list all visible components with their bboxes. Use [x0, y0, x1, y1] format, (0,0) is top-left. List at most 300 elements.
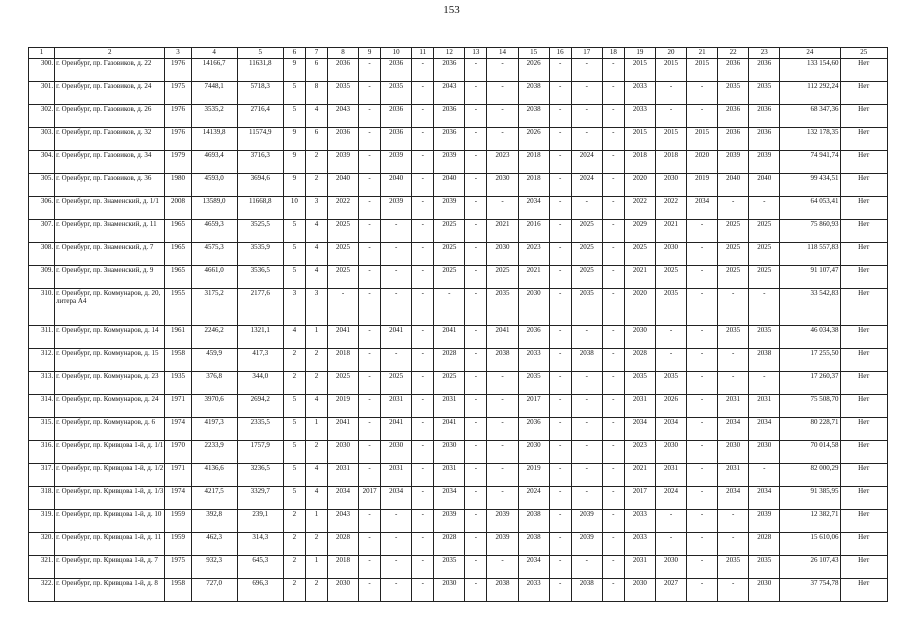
- table-cell: -: [412, 441, 434, 464]
- table-cell: 2036: [749, 128, 780, 151]
- table-row: [29, 418, 888, 441]
- table-cell: 2015: [655, 59, 686, 82]
- table-cell: -: [487, 197, 518, 220]
- table-cell: -: [412, 243, 434, 266]
- table-cell: -: [549, 326, 571, 349]
- table-cell: 1958: [165, 349, 191, 372]
- table-cell: -: [487, 82, 518, 105]
- table-cell: 2036: [749, 59, 780, 82]
- column-number-cell: 22: [718, 48, 749, 59]
- table-cell: 2025: [327, 372, 358, 395]
- table-cell: 2233,9: [191, 441, 237, 464]
- table-cell: 1: [305, 510, 327, 533]
- table-cell: 2031: [718, 464, 749, 487]
- table-cell: -: [487, 59, 518, 82]
- table-cell: 2025: [571, 266, 602, 289]
- table-cell: 417,3: [237, 349, 283, 372]
- table-cell: 2031: [434, 395, 465, 418]
- table-cell: -: [412, 151, 434, 174]
- table-cell: -: [381, 556, 412, 579]
- row-index-cell: 305.: [29, 174, 55, 197]
- table-cell: Нет: [840, 556, 887, 579]
- table-cell: 1965: [165, 266, 191, 289]
- table-cell: -: [359, 128, 381, 151]
- address-cell: г. Оренбург, пр. Кривцова 1-й, д. 1/1: [55, 441, 165, 464]
- table-cell: -: [465, 59, 487, 82]
- table-cell: 6: [305, 59, 327, 82]
- table-cell: 2024: [571, 174, 602, 197]
- table-cell: 1965: [165, 243, 191, 266]
- address-cell: г. Оренбург, пр. Газовиков, д. 36: [55, 174, 165, 197]
- table-cell: 1321,1: [237, 326, 283, 349]
- table-cell: 4: [305, 220, 327, 243]
- table-cell: 2034: [718, 487, 749, 510]
- table-cell: 2026: [655, 395, 686, 418]
- table-cell: 2021: [624, 266, 655, 289]
- row-index-cell: 312.: [29, 349, 55, 372]
- table-cell: 2: [305, 441, 327, 464]
- table-cell: 2039: [434, 510, 465, 533]
- table-cell: 80 228,71: [780, 418, 840, 441]
- table-cell: Нет: [840, 349, 887, 372]
- table-cell: -: [412, 174, 434, 197]
- table-cell: 2030: [327, 441, 358, 464]
- table-cell: 2019: [518, 464, 549, 487]
- table-cell: 5: [283, 105, 305, 128]
- table-cell: 1935: [165, 372, 191, 395]
- table-cell: 2: [283, 579, 305, 602]
- table-cell: 2025: [434, 220, 465, 243]
- table-cell: 2025: [327, 266, 358, 289]
- table-cell: 5: [283, 487, 305, 510]
- table-cell: 3: [305, 197, 327, 220]
- address-cell: г. Оренбург, пр. Коммунаров, д. 15: [55, 349, 165, 372]
- table-cell: 11631,8: [237, 59, 283, 82]
- table-cell: -: [549, 556, 571, 579]
- table-cell: -: [571, 418, 602, 441]
- table-cell: -: [465, 266, 487, 289]
- table-cell: -: [655, 533, 686, 556]
- table-cell: 75 508,70: [780, 395, 840, 418]
- table-cell: 2034: [327, 487, 358, 510]
- table-cell: 2: [305, 533, 327, 556]
- table-cell: -: [465, 487, 487, 510]
- table-cell: -: [571, 395, 602, 418]
- table-cell: 12 382,71: [780, 510, 840, 533]
- table-cell: -: [412, 220, 434, 243]
- table-cell: -: [655, 82, 686, 105]
- table-cell: 2015: [687, 128, 718, 151]
- table-cell: 4575,3: [191, 243, 237, 266]
- table-cell: 2038: [487, 349, 518, 372]
- table-cell: 2041: [327, 326, 358, 349]
- table-cell: -: [571, 197, 602, 220]
- table-cell: 2039: [749, 151, 780, 174]
- table-cell: -: [602, 349, 624, 372]
- row-index-cell: 311.: [29, 326, 55, 349]
- table-cell: 2039: [571, 533, 602, 556]
- table-cell: 2030: [518, 289, 549, 326]
- address-cell: г. Оренбург, пр. Коммунаров, д. 14: [55, 326, 165, 349]
- table-cell: 2039: [381, 197, 412, 220]
- table-cell: 2335,5: [237, 418, 283, 441]
- table-cell: -: [412, 464, 434, 487]
- table-cell: -: [687, 289, 718, 326]
- table-cell: 91 385,95: [780, 487, 840, 510]
- table-cell: -: [602, 556, 624, 579]
- table-row: [29, 151, 888, 174]
- column-number-cell: 7: [305, 48, 327, 59]
- table-cell: 37 754,78: [780, 579, 840, 602]
- table-cell: 2033: [624, 533, 655, 556]
- table-cell: Нет: [840, 395, 887, 418]
- table-cell: 2035: [624, 372, 655, 395]
- table-cell: 2021: [518, 266, 549, 289]
- table-cell: 2030: [749, 579, 780, 602]
- table-cell: -: [549, 105, 571, 128]
- table-cell: 2023: [518, 243, 549, 266]
- table-cell: 1974: [165, 418, 191, 441]
- table-cell: 2026: [518, 128, 549, 151]
- column-number-cell: 11: [412, 48, 434, 59]
- table-cell: -: [465, 349, 487, 372]
- table-cell: -: [487, 418, 518, 441]
- table-cell: 344,0: [237, 372, 283, 395]
- table-cell: 133 154,60: [780, 59, 840, 82]
- table-cell: -: [602, 220, 624, 243]
- table-cell: 2025: [434, 372, 465, 395]
- table-cell: 2017: [624, 487, 655, 510]
- table-cell: 2: [283, 372, 305, 395]
- table-body: [29, 59, 888, 602]
- table-cell: -: [602, 579, 624, 602]
- table-cell: 2034: [381, 487, 412, 510]
- table-cell: 2031: [327, 464, 358, 487]
- table-cell: 1976: [165, 128, 191, 151]
- table-cell: 2036: [327, 128, 358, 151]
- table-cell: -: [687, 441, 718, 464]
- table-cell: -: [718, 533, 749, 556]
- table-cell: -: [359, 326, 381, 349]
- table-cell: 2036: [718, 128, 749, 151]
- table-cell: -: [359, 533, 381, 556]
- table-row: [29, 82, 888, 105]
- table-row: [29, 579, 888, 602]
- table-cell: 727,0: [191, 579, 237, 602]
- table-cell: -: [602, 395, 624, 418]
- table-cell: -: [465, 441, 487, 464]
- table-cell: 2028: [434, 533, 465, 556]
- table-cell: -: [412, 395, 434, 418]
- table-cell: 2: [283, 533, 305, 556]
- table-cell: 2694,2: [237, 395, 283, 418]
- table-cell: -: [571, 59, 602, 82]
- table-cell: Нет: [840, 128, 887, 151]
- table-cell: -: [687, 487, 718, 510]
- table-cell: -: [571, 441, 602, 464]
- table-cell: 9: [283, 128, 305, 151]
- table-cell: 2021: [624, 464, 655, 487]
- table-cell: -: [487, 105, 518, 128]
- address-cell: г. Оренбург, пр. Кривцова 1-й, д. 1/3: [55, 487, 165, 510]
- table-row: [29, 510, 888, 533]
- table-cell: -: [749, 372, 780, 395]
- table-cell: Нет: [840, 174, 887, 197]
- table-cell: -: [465, 174, 487, 197]
- table-cell: 2031: [624, 395, 655, 418]
- table-cell: 2025: [655, 266, 686, 289]
- row-index-cell: 310.: [29, 289, 55, 326]
- table-row: [29, 349, 888, 372]
- table-cell: 2033: [518, 349, 549, 372]
- table-cell: 1971: [165, 464, 191, 487]
- table-cell: 2038: [518, 533, 549, 556]
- table-cell: 2018: [655, 151, 686, 174]
- table-cell: -: [571, 128, 602, 151]
- table-cell: 2028: [749, 533, 780, 556]
- column-number-cell: 19: [624, 48, 655, 59]
- table-cell: -: [549, 349, 571, 372]
- address-cell: г. Оренбург, пр. Знаменский, д. 1/1: [55, 197, 165, 220]
- table-cell: 2030: [655, 243, 686, 266]
- table-cell: 4197,3: [191, 418, 237, 441]
- table-cell: -: [359, 220, 381, 243]
- table-cell: 2022: [327, 197, 358, 220]
- table-cell: 2039: [571, 510, 602, 533]
- table-cell: -: [412, 418, 434, 441]
- table-cell: -: [549, 197, 571, 220]
- table-cell: -: [381, 533, 412, 556]
- table-cell: 2036: [434, 128, 465, 151]
- row-index-cell: 313.: [29, 372, 55, 395]
- column-number-cell: 25: [840, 48, 887, 59]
- table-cell: 5718,3: [237, 82, 283, 105]
- address-cell: г. Оренбург, пр. Кривцова 1-й, д. 11: [55, 533, 165, 556]
- table-cell: 2035: [718, 326, 749, 349]
- table-cell: -: [465, 151, 487, 174]
- table-row: [29, 128, 888, 151]
- table-cell: 1979: [165, 151, 191, 174]
- table-cell: 2033: [624, 82, 655, 105]
- table-cell: 2036: [434, 105, 465, 128]
- table-cell: 2018: [624, 151, 655, 174]
- table-cell: 4661,0: [191, 266, 237, 289]
- table-cell: 2036: [381, 59, 412, 82]
- table-cell: 2038: [749, 349, 780, 372]
- address-cell: г. Оренбург, пр. Кривцова 1-й, д. 10: [55, 510, 165, 533]
- table-cell: -: [602, 441, 624, 464]
- table-cell: 2030: [381, 441, 412, 464]
- table-cell: 2035: [749, 326, 780, 349]
- table-cell: 2033: [624, 510, 655, 533]
- table-cell: 4: [305, 395, 327, 418]
- table-cell: -: [465, 418, 487, 441]
- table-cell: -: [549, 266, 571, 289]
- table-cell: 1976: [165, 59, 191, 82]
- table-cell: 75 860,93: [780, 220, 840, 243]
- table-row: [29, 487, 888, 510]
- table-cell: 2031: [381, 395, 412, 418]
- table-cell: -: [412, 105, 434, 128]
- table-cell: -: [381, 349, 412, 372]
- table-cell: 3970,6: [191, 395, 237, 418]
- table-cell: -: [602, 533, 624, 556]
- table-cell: 1959: [165, 510, 191, 533]
- table-cell: 2025: [749, 243, 780, 266]
- page-number: 153: [443, 4, 460, 16]
- table-cell: 118 557,83: [780, 243, 840, 266]
- table-cell: -: [549, 151, 571, 174]
- table-cell: 2035: [655, 372, 686, 395]
- table-row: [29, 105, 888, 128]
- table-cell: -: [749, 289, 780, 326]
- table-cell: 2024: [655, 487, 686, 510]
- table-cell: 2036: [518, 326, 549, 349]
- table-row: [29, 220, 888, 243]
- table-cell: 2035: [749, 82, 780, 105]
- table-cell: 2036: [749, 105, 780, 128]
- table-cell: 2035: [327, 82, 358, 105]
- table-cell: 2028: [434, 349, 465, 372]
- column-number-cell: 18: [602, 48, 624, 59]
- table-cell: -: [465, 533, 487, 556]
- table-cell: -: [602, 59, 624, 82]
- table-cell: -: [359, 266, 381, 289]
- table-cell: -: [359, 556, 381, 579]
- table-cell: 2033: [624, 105, 655, 128]
- table-cell: 5: [283, 464, 305, 487]
- table-cell: 4: [305, 105, 327, 128]
- table-cell: -: [412, 487, 434, 510]
- table-cell: -: [549, 395, 571, 418]
- table-cell: 46 034,38: [780, 326, 840, 349]
- table-cell: 2018: [327, 349, 358, 372]
- table-cell: 2021: [487, 220, 518, 243]
- table-cell: -: [549, 59, 571, 82]
- column-number-cell: 9: [359, 48, 381, 59]
- table-cell: 99 434,51: [780, 174, 840, 197]
- table-cell: 2031: [749, 395, 780, 418]
- table-cell: 2019: [327, 395, 358, 418]
- table-cell: -: [412, 556, 434, 579]
- table-cell: 2017: [359, 487, 381, 510]
- table-cell: 2018: [327, 556, 358, 579]
- table-cell: -: [602, 174, 624, 197]
- table-cell: Нет: [840, 289, 887, 326]
- table-cell: -: [327, 289, 358, 326]
- table-cell: -: [465, 128, 487, 151]
- table-cell: -: [381, 510, 412, 533]
- table-cell: 4693,4: [191, 151, 237, 174]
- table-cell: 2024: [518, 487, 549, 510]
- table-cell: -: [465, 243, 487, 266]
- table-cell: 2038: [487, 579, 518, 602]
- table-cell: 2177,6: [237, 289, 283, 326]
- table-cell: -: [359, 510, 381, 533]
- table-cell: 91 107,47: [780, 266, 840, 289]
- table-cell: -: [412, 289, 434, 326]
- table-cell: 2041: [434, 326, 465, 349]
- table-cell: -: [465, 510, 487, 533]
- address-cell: г. Оренбург, пр. Коммунаров, д. 24: [55, 395, 165, 418]
- table-cell: 2035: [571, 289, 602, 326]
- table-cell: -: [687, 418, 718, 441]
- table-cell: Нет: [840, 105, 887, 128]
- table-cell: 2034: [718, 418, 749, 441]
- table-cell: 1975: [165, 556, 191, 579]
- table-cell: -: [602, 289, 624, 326]
- table-cell: -: [412, 510, 434, 533]
- table-cell: 392,8: [191, 510, 237, 533]
- table-cell: -: [655, 510, 686, 533]
- table-cell: -: [602, 266, 624, 289]
- table-cell: 1976: [165, 105, 191, 128]
- table-cell: -: [718, 197, 749, 220]
- column-number-cell: 16: [549, 48, 571, 59]
- table-cell: 2008: [165, 197, 191, 220]
- table-cell: -: [749, 197, 780, 220]
- table-cell: Нет: [840, 266, 887, 289]
- table-cell: -: [571, 326, 602, 349]
- table-cell: 1965: [165, 220, 191, 243]
- table-cell: 1975: [165, 82, 191, 105]
- table-cell: -: [687, 556, 718, 579]
- table-cell: 2030: [624, 579, 655, 602]
- table-cell: 2041: [487, 326, 518, 349]
- table-cell: 1: [305, 326, 327, 349]
- table-cell: Нет: [840, 243, 887, 266]
- table-cell: 2023: [487, 151, 518, 174]
- table-cell: -: [687, 326, 718, 349]
- table-cell: 11668,8: [237, 197, 283, 220]
- table-cell: -: [549, 487, 571, 510]
- row-index-cell: 308.: [29, 243, 55, 266]
- table-cell: 5: [283, 418, 305, 441]
- table-cell: -: [465, 579, 487, 602]
- table-cell: 2038: [571, 349, 602, 372]
- table-cell: 2716,4: [237, 105, 283, 128]
- table-cell: 15 610,06: [780, 533, 840, 556]
- table-cell: -: [412, 128, 434, 151]
- table-cell: 696,3: [237, 579, 283, 602]
- table-cell: -: [549, 220, 571, 243]
- address-cell: г. Оренбург, пр. Газовиков, д. 32: [55, 128, 165, 151]
- table-cell: 4: [305, 243, 327, 266]
- table-cell: 2025: [327, 220, 358, 243]
- address-cell: г. Оренбург, пр. Знаменский, д. 9: [55, 266, 165, 289]
- table-cell: -: [381, 266, 412, 289]
- table-cell: -: [487, 128, 518, 151]
- housing-table: [28, 47, 888, 602]
- table-cell: 3694,6: [237, 174, 283, 197]
- table-cell: -: [571, 372, 602, 395]
- table-cell: -: [412, 197, 434, 220]
- table-cell: 5: [283, 220, 305, 243]
- table-cell: -: [465, 395, 487, 418]
- address-cell: г. Оренбург, пр. Кривцова 1-й, д. 7: [55, 556, 165, 579]
- table-cell: -: [465, 82, 487, 105]
- table-cell: 2025: [487, 266, 518, 289]
- column-number-row: [29, 48, 888, 59]
- table-cell: 2035: [655, 289, 686, 326]
- table-cell: -: [465, 197, 487, 220]
- table-cell: 2039: [381, 151, 412, 174]
- table-cell: 2015: [624, 128, 655, 151]
- table-cell: 5: [283, 243, 305, 266]
- table-cell: -: [655, 105, 686, 128]
- table-cell: 13589,0: [191, 197, 237, 220]
- table-cell: -: [412, 266, 434, 289]
